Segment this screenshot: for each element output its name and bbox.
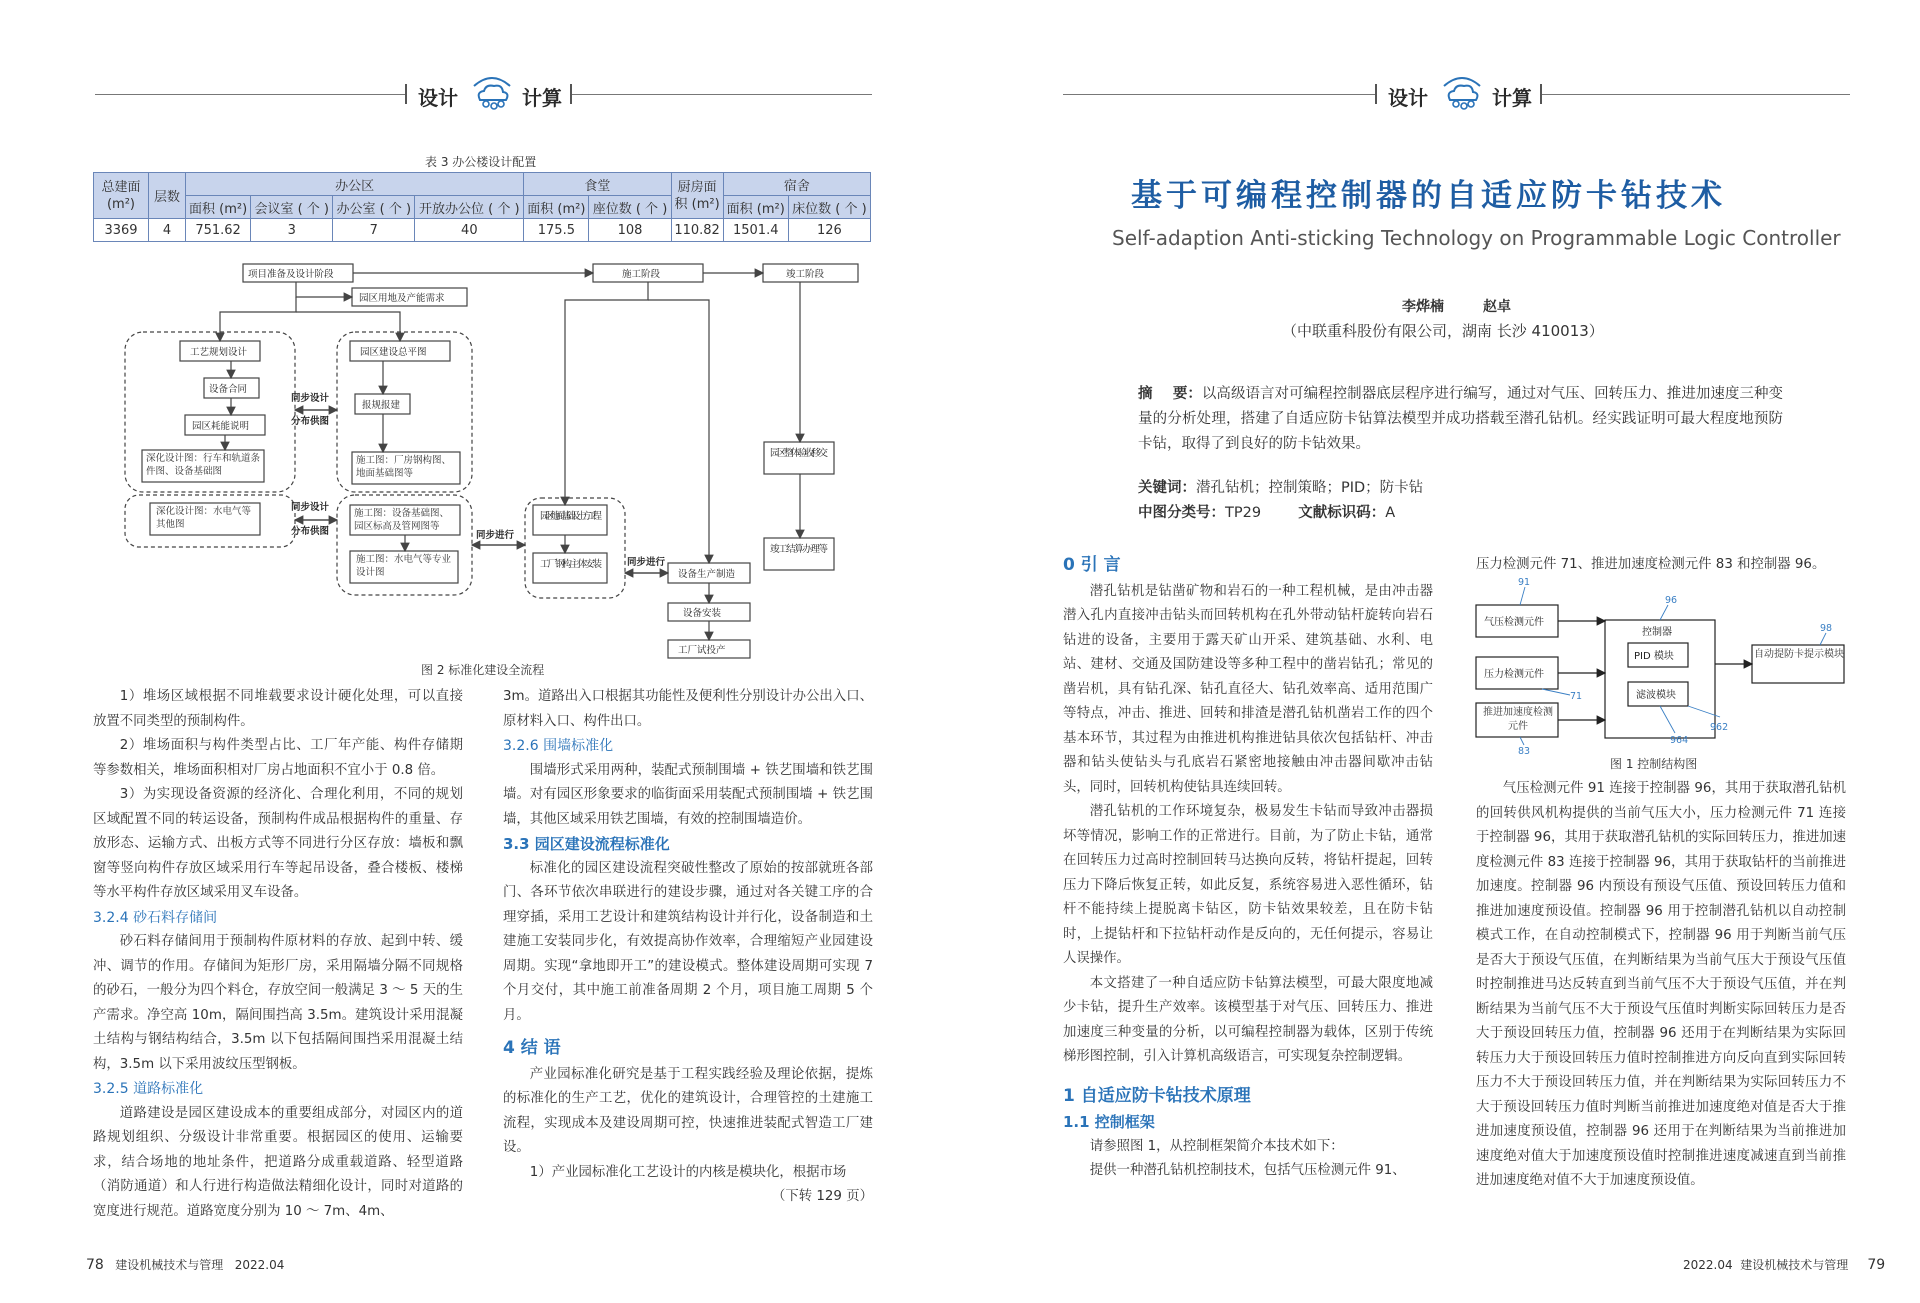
- left-footer: [86, 1256, 284, 1273]
- th-sub: 开放办公位 ( 个 ): [415, 196, 524, 219]
- diagram-label: 压力检测元件: [1484, 669, 1544, 680]
- paragraph: 压力检测元件 71、推进加速度检测元件 83 和控制器 96。: [1476, 557, 1826, 572]
- th-kitchen: 厨房面: [677, 179, 717, 195]
- ref-number: 71: [1570, 691, 1583, 702]
- left-column-1: [93, 685, 463, 1224]
- ref-number: 98: [1820, 623, 1833, 634]
- section-heading: 4 结 语: [503, 1038, 561, 1058]
- flow-label: 工厂钢构主体安装: [540, 559, 602, 570]
- connector: [220, 297, 296, 341]
- leader-line: [1542, 689, 1570, 695]
- classification: [1138, 501, 1783, 526]
- continued-note: （下转 129 页）: [771, 1189, 873, 1204]
- abstract-label: 摘 要：: [1138, 386, 1202, 402]
- page-number: 78: [86, 1257, 104, 1273]
- clc-value: TP29: [1225, 505, 1262, 521]
- doc-code-label: 文献标识码：: [1298, 505, 1386, 521]
- flow-label: 施工图：水电气等专业设计图: [356, 554, 452, 578]
- figure1-caption: 图 1 控制结构图: [1610, 757, 1698, 771]
- flow-label: 施工阶段: [622, 269, 661, 280]
- flow-sync-label: 同步设计: [291, 393, 330, 404]
- ref-number: 962: [1710, 722, 1729, 733]
- paragraph: 1）堆场区域根据不同堆载要求设计硬化处理，可以直接放置不同类型的预制构件。: [93, 689, 463, 729]
- th-sub: 面积 (m²): [723, 196, 788, 219]
- right-footer: [1683, 1256, 1885, 1273]
- keywords: [1138, 476, 1783, 501]
- header-tag-design: 设计: [418, 86, 458, 110]
- paragraph: 道路建设是园区建设成本的重要组成部分，对园区内的道路规划组织、分级设计非常重要。根据园区的使用、运输要求，结合场地的地址条件，把道路分成重载道路、轻型道路（消防通道）和人行进行构造做法精细化设计，同时对道路的宽度进行规范。道路宽度分别为 10 ～ 7m、4m、: [93, 1105, 463, 1219]
- table3-caption: 表 3 办公楼设计配置: [425, 155, 537, 169]
- abstract-text: 以高级语言对可编程控制器底层程序进行编写，通过对气压、回转压力、推进加速度三种变量的分析处理，搭建了自适应防卡钻算法模型并成功搭载至潜孔钻机。经实践证明可最大程度地预防卡钻，取得了到良好的防卡钻效果。: [1138, 386, 1783, 452]
- paragraph: 本文搭建了一种自适应防卡钻算法模型，可最大限度地减少卡钻，提升生产效率。该模型基于对气压、回转压力、推进加速度三种变量的分析，以可编程控制器为载体，区别于传统梯形图控制，引入计算机高级语言，可实现复杂控制逻辑。: [1063, 975, 1433, 1064]
- right-column-2-top: [1476, 553, 1846, 578]
- flow-label: 设备合同: [209, 384, 248, 395]
- abstract: [1138, 382, 1783, 457]
- paragraph: 砂石料存储间用于预制构件原材料的存放、起到中转、缓冲、调节的作用。存储间为矩形厂房，采用隔墙分隔不同规格的砂石，一般分为四个料仓，存放空间一般满足 3 ～ 5 天的生产需求。净空高 10m，隔间围挡高 3.5m。建筑设计采用混凝土结构与钢结构结合，3.5m 以下包括隔间围挡采用混凝土结构，3.5m 以下采用波纹压型钢板。: [93, 934, 463, 1072]
- flow-sync-label: 分布供图: [291, 526, 330, 537]
- diagram-label: PID 模块: [1634, 651, 1674, 662]
- journal-issue: 2022.04: [1683, 1258, 1733, 1272]
- page-number: 79: [1867, 1257, 1886, 1273]
- doc-code-value: A: [1385, 505, 1396, 521]
- diagram-label: 自动提防卡提示模块: [1754, 649, 1844, 660]
- leader-line: [1820, 633, 1826, 645]
- flow-label: 设备安装: [683, 608, 722, 619]
- connector: [565, 282, 648, 505]
- th-kitchen-unit: 积 (m²): [674, 196, 720, 212]
- diagram-label: 滤波模块: [1636, 690, 1676, 701]
- flow-sync-label: 同步设计: [291, 502, 330, 513]
- paragraph: 2）堆场面积与构件类型占比、工厂年产能、构件存储期等参数相关，堆场面积相对厂房占地面积不宜小于 0.8 倍。: [93, 738, 463, 778]
- flow-label: 项目准备及设计阶段: [248, 269, 334, 280]
- flow-label: 竣工结算办理等: [770, 544, 828, 555]
- section-heading: 0 引 言: [1063, 555, 1121, 575]
- table-cell: 7: [333, 219, 415, 242]
- table-cell: 40: [415, 219, 524, 242]
- section-heading: 3.3 园区建设流程标准化: [503, 835, 670, 853]
- paragraph: 潜孔钻机的工作环境复杂，极易发生卡钻而导致冲击器损坏等情况，影响工作的正常进行。目前，为了防止卡钻，通常在回转压力过高时控制回转马达换向反转，将钻杆提起，回转压力下降后恢复正转，如此反复，系统容易进入恶性循环，钻杆不能持续上提脱离卡钻区，防卡钻效果较差，且在防卡钻时，上提钻杆和下拉钻杆动作是反向的，无任何提示，容易让人误操作。: [1063, 804, 1433, 966]
- diagram-label: 气压检测元件: [1484, 617, 1544, 628]
- article-title: 基于可编程控制器的自适应防卡钻技术: [1131, 178, 1726, 214]
- right-column-2: [1476, 777, 1846, 1194]
- flow-sync-label: 同步进行: [476, 530, 515, 541]
- journal-name: 建设机械技术与管理: [115, 1258, 224, 1272]
- th-total-area: 总建面: [101, 179, 141, 195]
- flow-label: 工艺规划设计: [190, 347, 248, 358]
- cloud-gear-icon: [1436, 72, 1488, 112]
- header-rule-right-b: [1542, 94, 1850, 95]
- th-sub: 办公室 ( 个 ): [333, 196, 415, 219]
- flow-label: 园区用地及产能需求: [359, 293, 445, 304]
- table-cell: 4: [149, 219, 186, 242]
- connector: [296, 312, 400, 341]
- paragraph: 产业园标准化研究是基于工程实践经验及理论依据，提炼的标准化的生产工艺，优化的建筑设计，合理管控的土建施工流程，实现成本及建设周期可控，快速推进装配式智造工厂建设。: [503, 1066, 873, 1155]
- table-cell: 175.5: [524, 219, 589, 242]
- th-floors: 层数: [149, 173, 186, 219]
- th-office: 办公区: [186, 173, 524, 196]
- section-heading: 3.2.6 围墙标准化: [503, 738, 614, 754]
- table-cell: 108: [589, 219, 671, 242]
- journal-name: 建设机械技术与管理: [1740, 1258, 1849, 1272]
- paragraph: 1）产业园标准化工艺设计的内核是模块化，根据市场: [529, 1164, 847, 1180]
- section-heading: 1.1 控制框架: [1063, 1113, 1155, 1131]
- table-cell: 3: [251, 219, 333, 242]
- flow-label: 园区建设总平图: [360, 347, 427, 358]
- journal-issue: 2022.04: [234, 1258, 285, 1272]
- flow-label: 设备生产制造: [678, 569, 736, 580]
- header-tag-calc: 计算: [1492, 86, 1532, 110]
- flow-label: 工厂试投产: [678, 645, 726, 656]
- flow-label: 施工图：厂房钢构图、地面基础图等: [356, 455, 452, 479]
- clc-label: 中图分类号：: [1138, 505, 1225, 521]
- figure2-caption: 图 2 标准化建设全流程: [421, 663, 545, 677]
- table-cell: 751.62: [186, 219, 251, 242]
- th-canteen: 食堂: [524, 173, 671, 196]
- paragraph: 3）为实现设备资源的经济化、合理化利用，不同的规划区域配置不同的转运设备，预制构件成品根据构件的重量、存放形态、运输方式、出板方式等不同进行分区存放：墙板和飘窗等竖向构件存放区域采用行车等起吊设备，叠合楼板、楼梯等水平构件存放区域采用叉车设备。: [93, 787, 463, 900]
- flow-label: 园区耗能说明: [192, 421, 250, 432]
- flow-label: 深化设计图：行车和轨道条件图、设备基础图: [146, 453, 261, 477]
- leader-line: [1520, 737, 1524, 745]
- connector: [648, 300, 709, 563]
- ref-number: 91: [1518, 577, 1531, 588]
- paragraph: 气压检测元件 91 连接于控制器 96，其用于获取潜孔钻机的回转供风机构提供的当前气压大小，压力检测元件 71 连接于控制器 96，其用于获取潜孔钻机的实际回转压力，推进加速度检测元件 83 连接于控制器 96，其用于获取钻杆的当前推进加速度。控制器 96 内预设有预设气压值、预设回转压力值和推进加速度预设值。控制器 96 用于控制潜孔钻机以自动控制模式工作，在自动控制模式下，控制器 96 用于判断当前气压是否大于预设气压值，在判断结果为当前气压大于预设气压值时控制推进马达反转直到当前气压不大于预设气压值，并在判断结果为当前气压不大于预设气压值时判断实际回转压力是否大于预设回转压力值，控制器 96 还用于在判断结果为实际回转压力大于预设回转压力值时控制推进方向反向直到实际回转压力不大于预设回转压力值，并在判断结果为实际回转压力不大于预设回转压力值时判断当前推进加速度绝对值是否大于推进加速度预设值，控制器 96 还用于在判断结果为当前推进加速度绝对值大于加速度预设值时控制推进速度减速直到当前推进加速度绝对值不大于加速度预设值。: [1476, 781, 1846, 1188]
- flow-label: 园区整体验收移交: [770, 448, 828, 459]
- header-bar-right-a: [1375, 84, 1377, 104]
- th-sub: 面积 (m²): [524, 196, 589, 219]
- section-heading: 3.2.5 道路标准化: [93, 1081, 204, 1097]
- leader-line: [1660, 706, 1675, 733]
- ref-number: 96: [1665, 595, 1678, 606]
- article-subtitle: Self-adaption Anti-sticking Technology on Programmable Logic Controller: [1112, 226, 1841, 250]
- flow-label: 园区地面基础及土方工程: [540, 511, 602, 522]
- paragraph: 请参照图 1，从控制框架简介本技术如下：: [1089, 1138, 1344, 1154]
- affiliation: （中联重科股份有限公司，湖南 长沙 410013）: [1282, 322, 1604, 340]
- flow-label: 竣工阶段: [786, 269, 825, 280]
- flow-label: 深化设计图：水电气等其他图: [156, 506, 252, 530]
- th-sub: 面积 (m²): [186, 196, 251, 219]
- section-heading: 3.2.4 砂石料存储间: [93, 909, 218, 926]
- section-heading: 1 自适应防卡钻技术原理: [1063, 1085, 1251, 1106]
- th-total-unit: (m²): [106, 196, 136, 212]
- table-cell: 3369: [94, 219, 149, 242]
- paragraph: 潜孔钻机是钻凿矿物和岩石的一种工程机械，是由冲击器潜入孔内直接冲击钻头而回转机构在孔外带动钻杆旋转向岩石钻进的设备，主要用于露天矿山开采、建筑基础、水利、电站、建材、交通及国防建设等多种工程中的凿岩钻孔；常见的凿岩机，具有钻孔深、钻孔直径大、钻孔效率高、适用范围广等特点，冲击、推进、回转和排渣是潜孔钻机凿岩工作的四个基本环节，其过程为由推进机构推进钻具依次包括钻杆、冲击器和钻头使钻头与孔底岩石紧密地接触由冲击器间歇冲击钻头，同时，回转机构使钻具连续回转。: [1063, 583, 1433, 795]
- table-cell: 110.82: [671, 219, 723, 242]
- paragraph: 标准化的园区建设流程突破性整改了原始的按部就班各部门、各环节依次串联进行的建设步骤，通过对各关键工序的合理穿插，采用工艺设计和建筑结构设计并行化，设备制造和土建施工安装同步化，有效提高协作效率，合理缩短产业园建设周期。实现“拿地即开工”的建设模式。整体建设周期可实现 7 个月交付，其中施工前准备周期 2 个月，项目施工周期 5 个月。: [503, 860, 873, 1023]
- flow-label: 施工图：设备基础图、园区标高及管网图等: [354, 508, 450, 532]
- authors: 李烨楠 赵卓: [1402, 299, 1511, 315]
- th-sub: 座位数 ( 个 ): [589, 196, 671, 219]
- leader-line: [1660, 605, 1668, 620]
- header-rule-right-a: [1063, 94, 1375, 95]
- keywords-label: 关键词：: [1138, 480, 1196, 496]
- ref-number: 83: [1518, 746, 1531, 757]
- leader-line: [1520, 587, 1525, 605]
- table-cell: 1501.4: [723, 219, 788, 242]
- ref-number: 964: [1670, 735, 1689, 746]
- flow-sync-label: 分布供图: [291, 416, 330, 427]
- left-column-2: [503, 685, 873, 1210]
- th-dorm: 宿舍: [723, 173, 870, 196]
- paragraph: 围墙形式采用两种，装配式预制围墙 + 铁艺围墙和铁艺围墙。对有园区形象要求的临街面采用装配式预制围墙 + 铁艺围墙，其他区域采用铁艺围墙，有效的控制围墙造价。: [503, 762, 873, 827]
- th-sub: 会议室 ( 个 ): [251, 196, 333, 219]
- flow-label: 报规报建: [362, 400, 401, 411]
- paragraph: 提供一种潜孔钻机控制技术，包括气压检测元件 91、: [1089, 1163, 1406, 1178]
- connector: [296, 282, 352, 297]
- header-tag-design: 设计: [1388, 86, 1428, 110]
- paragraph: 3m。道路出入口根据其功能性及便利性分别设计办公出入口、原材料入口、构件出口。: [503, 689, 873, 729]
- th-sub: 床位数 ( 个 ): [788, 196, 870, 219]
- flow-sync-label: 同步进行: [627, 557, 666, 568]
- diagram-label: 控制器: [1642, 627, 1672, 638]
- right-column-1: [1063, 553, 1433, 1184]
- keywords-text: 潜孔钻机；控制策略；PID；防卡钻: [1196, 480, 1424, 496]
- diagram-label: 推进加速度检测元件: [1483, 707, 1553, 732]
- table-cell: 126: [788, 219, 870, 242]
- header-tag-calc: 计算: [522, 86, 562, 110]
